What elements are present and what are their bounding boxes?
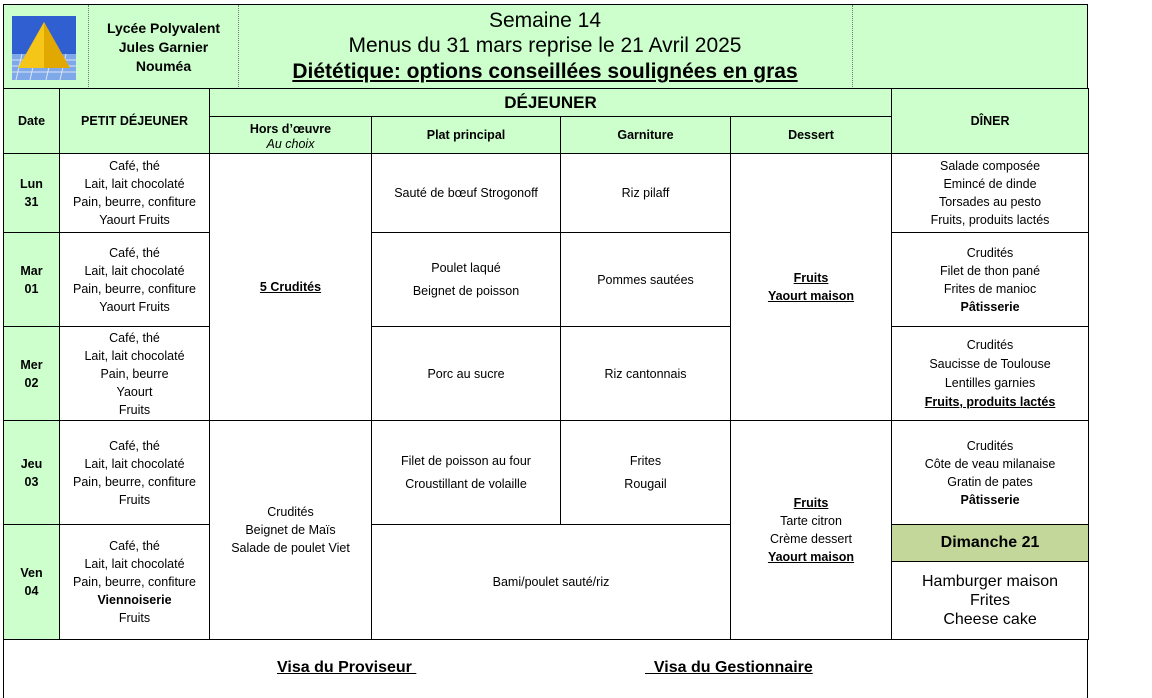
menu-item: Filet de poisson au four — [401, 453, 531, 468]
menu-item: Fruits — [118, 611, 151, 625]
menu-item: Cheese cake — [943, 611, 1037, 628]
table-row — [4, 525, 1089, 640]
period-title: Menus du 31 mars reprise le 21 Avril 2025 — [348, 34, 742, 57]
menu-item: Pain, beurre, confiture — [73, 281, 196, 296]
dessert-cell — [731, 154, 892, 421]
table-row — [4, 421, 1089, 525]
col-starter-note: Au choix — [266, 136, 315, 151]
menu-item: Sauté de bœuf Strogonoff — [394, 186, 538, 200]
starter-cell — [210, 154, 372, 421]
side-cell — [561, 233, 731, 327]
visa-proviseur: Visa du Proviseur — [277, 659, 417, 676]
col-starter — [210, 117, 372, 154]
menu-item: Pâtisserie — [960, 299, 1020, 314]
header-blank-cell — [852, 5, 1089, 89]
menu-item: Fruits — [793, 496, 829, 510]
menu-page — [3, 4, 1088, 698]
day-number: 03 — [24, 474, 39, 489]
menu-item: Viennoiserie — [97, 593, 172, 607]
menu-item: Salade de poulet Viet — [231, 541, 350, 555]
menu-item: Gratin de pates — [947, 474, 1033, 489]
menu-item: Frites de manioc — [943, 281, 1037, 296]
header-banner — [3, 4, 1088, 90]
menu-table — [3, 88, 1089, 640]
school-name-line: Lycée Polyvalent — [106, 19, 221, 36]
table-row — [4, 154, 1089, 233]
week-title: Semaine 14 — [488, 9, 602, 32]
menu-item: Hamburger maison — [922, 573, 1059, 590]
main-cell — [372, 154, 561, 233]
date-cell — [4, 327, 60, 421]
menu-item: Crudités — [966, 337, 1014, 352]
sunday-cell — [892, 525, 1089, 640]
dinner-cell — [892, 421, 1089, 525]
side-cell — [561, 154, 731, 233]
dinner-cell — [892, 233, 1089, 327]
col-breakfast: PETIT DÉJEUNER — [60, 89, 210, 154]
menu-item: Côte de veau milanaise — [924, 456, 1056, 471]
menu-item: Saucisse de Toulouse — [929, 356, 1051, 371]
menu-item: Pain, beurre, confiture — [73, 575, 196, 589]
day-number: 04 — [24, 584, 39, 598]
menu-item: Crème dessert — [770, 532, 852, 546]
menu-item: Crudités — [267, 505, 314, 519]
main-cell — [372, 233, 561, 327]
main-cell — [372, 421, 561, 525]
menu-item: Lait, lait chocolaté — [84, 456, 185, 471]
menu-item: Frites — [629, 453, 662, 468]
menu-item: Fruits — [118, 492, 151, 507]
menu-item: Riz pilaff — [621, 186, 670, 200]
day-number: 31 — [24, 195, 39, 209]
side-cell — [561, 327, 731, 421]
col-date: Date — [4, 89, 60, 154]
menu-item: Yaourt maison — [767, 289, 855, 303]
menu-item: Pommes sautées — [597, 272, 694, 287]
menu-item: Emincé de dinde — [943, 177, 1037, 191]
sunday-title: Dimanche 21 — [892, 525, 1088, 562]
menu-item: Café, thé — [109, 539, 160, 553]
school-name-line: Jules Garnier — [118, 38, 209, 55]
menu-item: Lait, lait chocolaté — [84, 177, 185, 191]
menu-item: Yaourt Fruits — [99, 299, 170, 314]
dessert-cell — [731, 421, 892, 640]
menu-item: Porc au sucre — [427, 366, 505, 381]
menu-item: Yaourt — [116, 384, 153, 399]
side-cell — [561, 421, 731, 525]
menu-item: Croustillant de volaille — [405, 476, 527, 491]
menu-item: Yaourt Fruits — [99, 213, 170, 227]
title-block — [238, 5, 852, 89]
diet-note: Diététique: options conseillées soulignées en gras — [292, 60, 798, 83]
menu-item: Frites — [970, 592, 1011, 609]
menu-item: Lait, lait chocolaté — [84, 557, 185, 571]
col-starter-label: Hors d’œuvre — [249, 121, 332, 136]
sunday-menu — [892, 562, 1088, 639]
col-dinner: DÎNER — [892, 89, 1089, 154]
menu-item: Pain, beurre, confiture — [73, 195, 196, 209]
col-dessert: Dessert — [731, 117, 892, 154]
day-number: 01 — [24, 281, 39, 296]
menu-item: Lait, lait chocolaté — [84, 263, 185, 278]
menu-item: Tarte citron — [780, 514, 842, 528]
date-cell — [4, 154, 60, 233]
menu-item: Café, thé — [109, 159, 160, 173]
breakfast-cell — [60, 421, 210, 525]
table-row — [4, 233, 1089, 327]
breakfast-cell — [60, 525, 210, 640]
menu-item: Lentilles garnies — [944, 375, 1036, 390]
date-cell — [4, 233, 60, 327]
menu-item: Crudités — [966, 438, 1014, 453]
menu-item: Filet de thon pané — [939, 263, 1041, 278]
day-name: Lun — [20, 177, 43, 191]
menu-item: Rougail — [624, 476, 667, 491]
menu-item: Café, thé — [109, 330, 160, 345]
menu-item: Fruits — [793, 271, 829, 285]
menu-item: Lait, lait chocolaté — [84, 348, 185, 363]
menu-item: Pain, beurre, confiture — [73, 474, 196, 489]
date-cell — [4, 421, 60, 525]
day-name: Ven — [20, 566, 43, 580]
breakfast-cell — [60, 233, 210, 327]
menu-item: Crudités — [966, 245, 1014, 260]
menu-item: Café, thé — [109, 245, 160, 260]
menu-item: Yaourt maison — [767, 550, 855, 564]
signature-footer — [3, 640, 1088, 698]
col-side: Garniture — [561, 117, 731, 154]
menu-item: Fruits, produits lactés — [930, 213, 1050, 227]
main-combined-cell — [372, 525, 731, 640]
menu-item: Salade composée — [939, 159, 1041, 173]
menu-item: Pain, beurre — [100, 366, 169, 381]
menu-item: Riz cantonnais — [604, 366, 687, 381]
col-lunch: DÉJEUNER — [210, 89, 892, 117]
dinner-cell — [892, 327, 1089, 421]
breakfast-cell — [60, 327, 210, 421]
menu-item: Fruits, produits lactés — [924, 394, 1056, 409]
breakfast-cell — [60, 154, 210, 233]
menu-item: Beignet de Maïs — [245, 523, 336, 537]
day-name: Mar — [20, 263, 43, 278]
starter-cell — [210, 421, 372, 640]
table-row — [4, 327, 1089, 421]
col-main: Plat principal — [372, 117, 561, 154]
menu-item: 5 Crudités — [259, 280, 322, 294]
menu-item: Torsades au pesto — [938, 195, 1042, 209]
school-logo-icon — [12, 16, 76, 80]
menu-item: Café, thé — [109, 438, 160, 453]
menu-item: Beignet de poisson — [412, 283, 520, 298]
school-name — [88, 5, 239, 89]
school-name-line: Nouméa — [135, 57, 192, 74]
day-name: Mer — [20, 357, 43, 372]
visa-gestionnaire: Visa du Gestionnaire — [645, 659, 813, 676]
dinner-cell — [892, 154, 1089, 233]
day-name: Jeu — [20, 456, 43, 471]
day-number: 02 — [24, 375, 39, 390]
menu-item: Pâtisserie — [960, 492, 1020, 507]
menu-item: Bami/poulet sauté/riz — [492, 575, 610, 589]
date-cell — [4, 525, 60, 640]
menu-item: Poulet laqué — [431, 260, 501, 275]
main-cell — [372, 327, 561, 421]
menu-item: Fruits — [118, 402, 151, 417]
